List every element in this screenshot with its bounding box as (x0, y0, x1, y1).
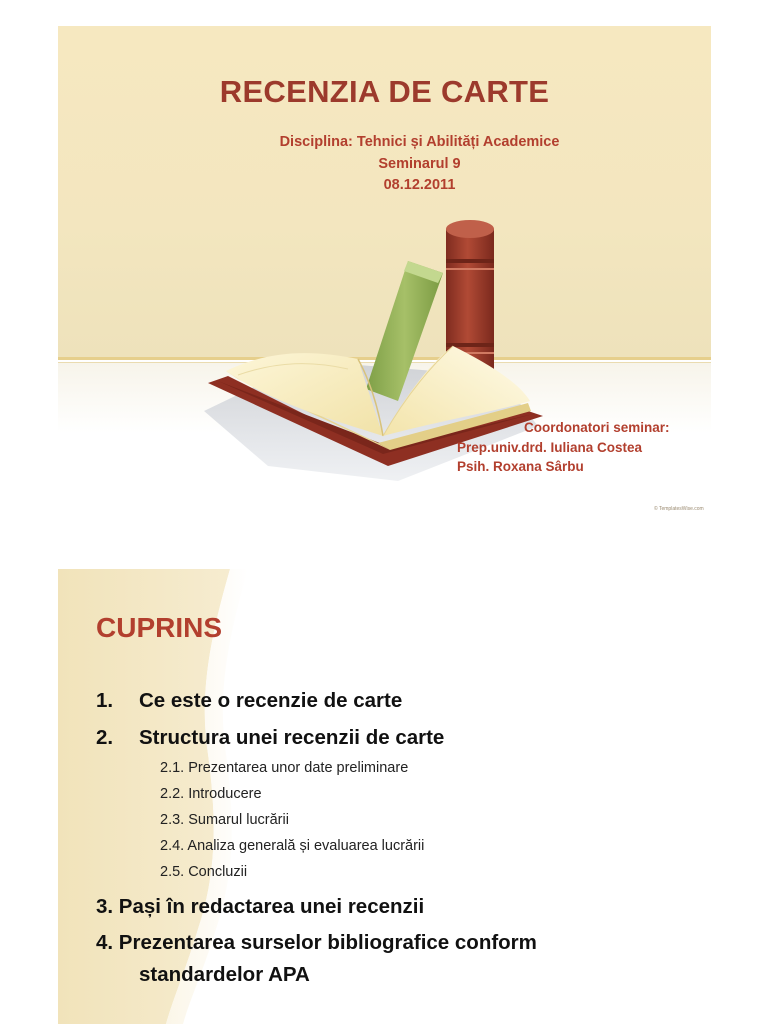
list-item-continuation: standardelor APA (139, 963, 310, 986)
sub-list-item: 2.4. Analiza generală și evaluarea lucrării (160, 838, 425, 854)
sub-list-item: 2.3. Sumarul lucrării (160, 812, 289, 828)
coordinators-heading: Coordonatori seminar: (524, 420, 670, 435)
coordinator-name-2: Psih. Roxana Sârbu (457, 459, 584, 474)
list-item: Structura unei recenzii de carte (139, 726, 445, 749)
title-slide (58, 26, 711, 518)
slide-title: RECENZIA DE CARTE (219, 74, 550, 109)
template-credit: © TemplatesWise.com (654, 506, 704, 512)
coordinator-name-1: Prep.univ.drd. Iuliana Costea (457, 440, 643, 455)
subtitle-date: 08.12.2011 (383, 177, 456, 193)
sub-list-item: 2.2. Introducere (160, 786, 262, 802)
sub-list-item: 2.5. Concluzii (160, 864, 248, 880)
list-item: 3. Pași în redactarea unei recenzii (96, 895, 425, 918)
subtitle-discipline: Disciplina: Tehnici și Abilități Academice (279, 134, 560, 150)
list-item: 4. Prezentarea surselor bibliografice conform (96, 931, 537, 954)
subtitle-seminar: Seminarul 9 (378, 156, 461, 172)
sub-list-item: 2.1. Prezentarea unor date preliminare (160, 760, 409, 776)
list-item-number: 1. (96, 689, 114, 712)
list-item: Ce este o recenzie de carte (139, 689, 403, 712)
section-title: CUPRINS (96, 612, 223, 643)
contents-slide (58, 569, 711, 1024)
list-item-number: 2. (96, 726, 114, 749)
